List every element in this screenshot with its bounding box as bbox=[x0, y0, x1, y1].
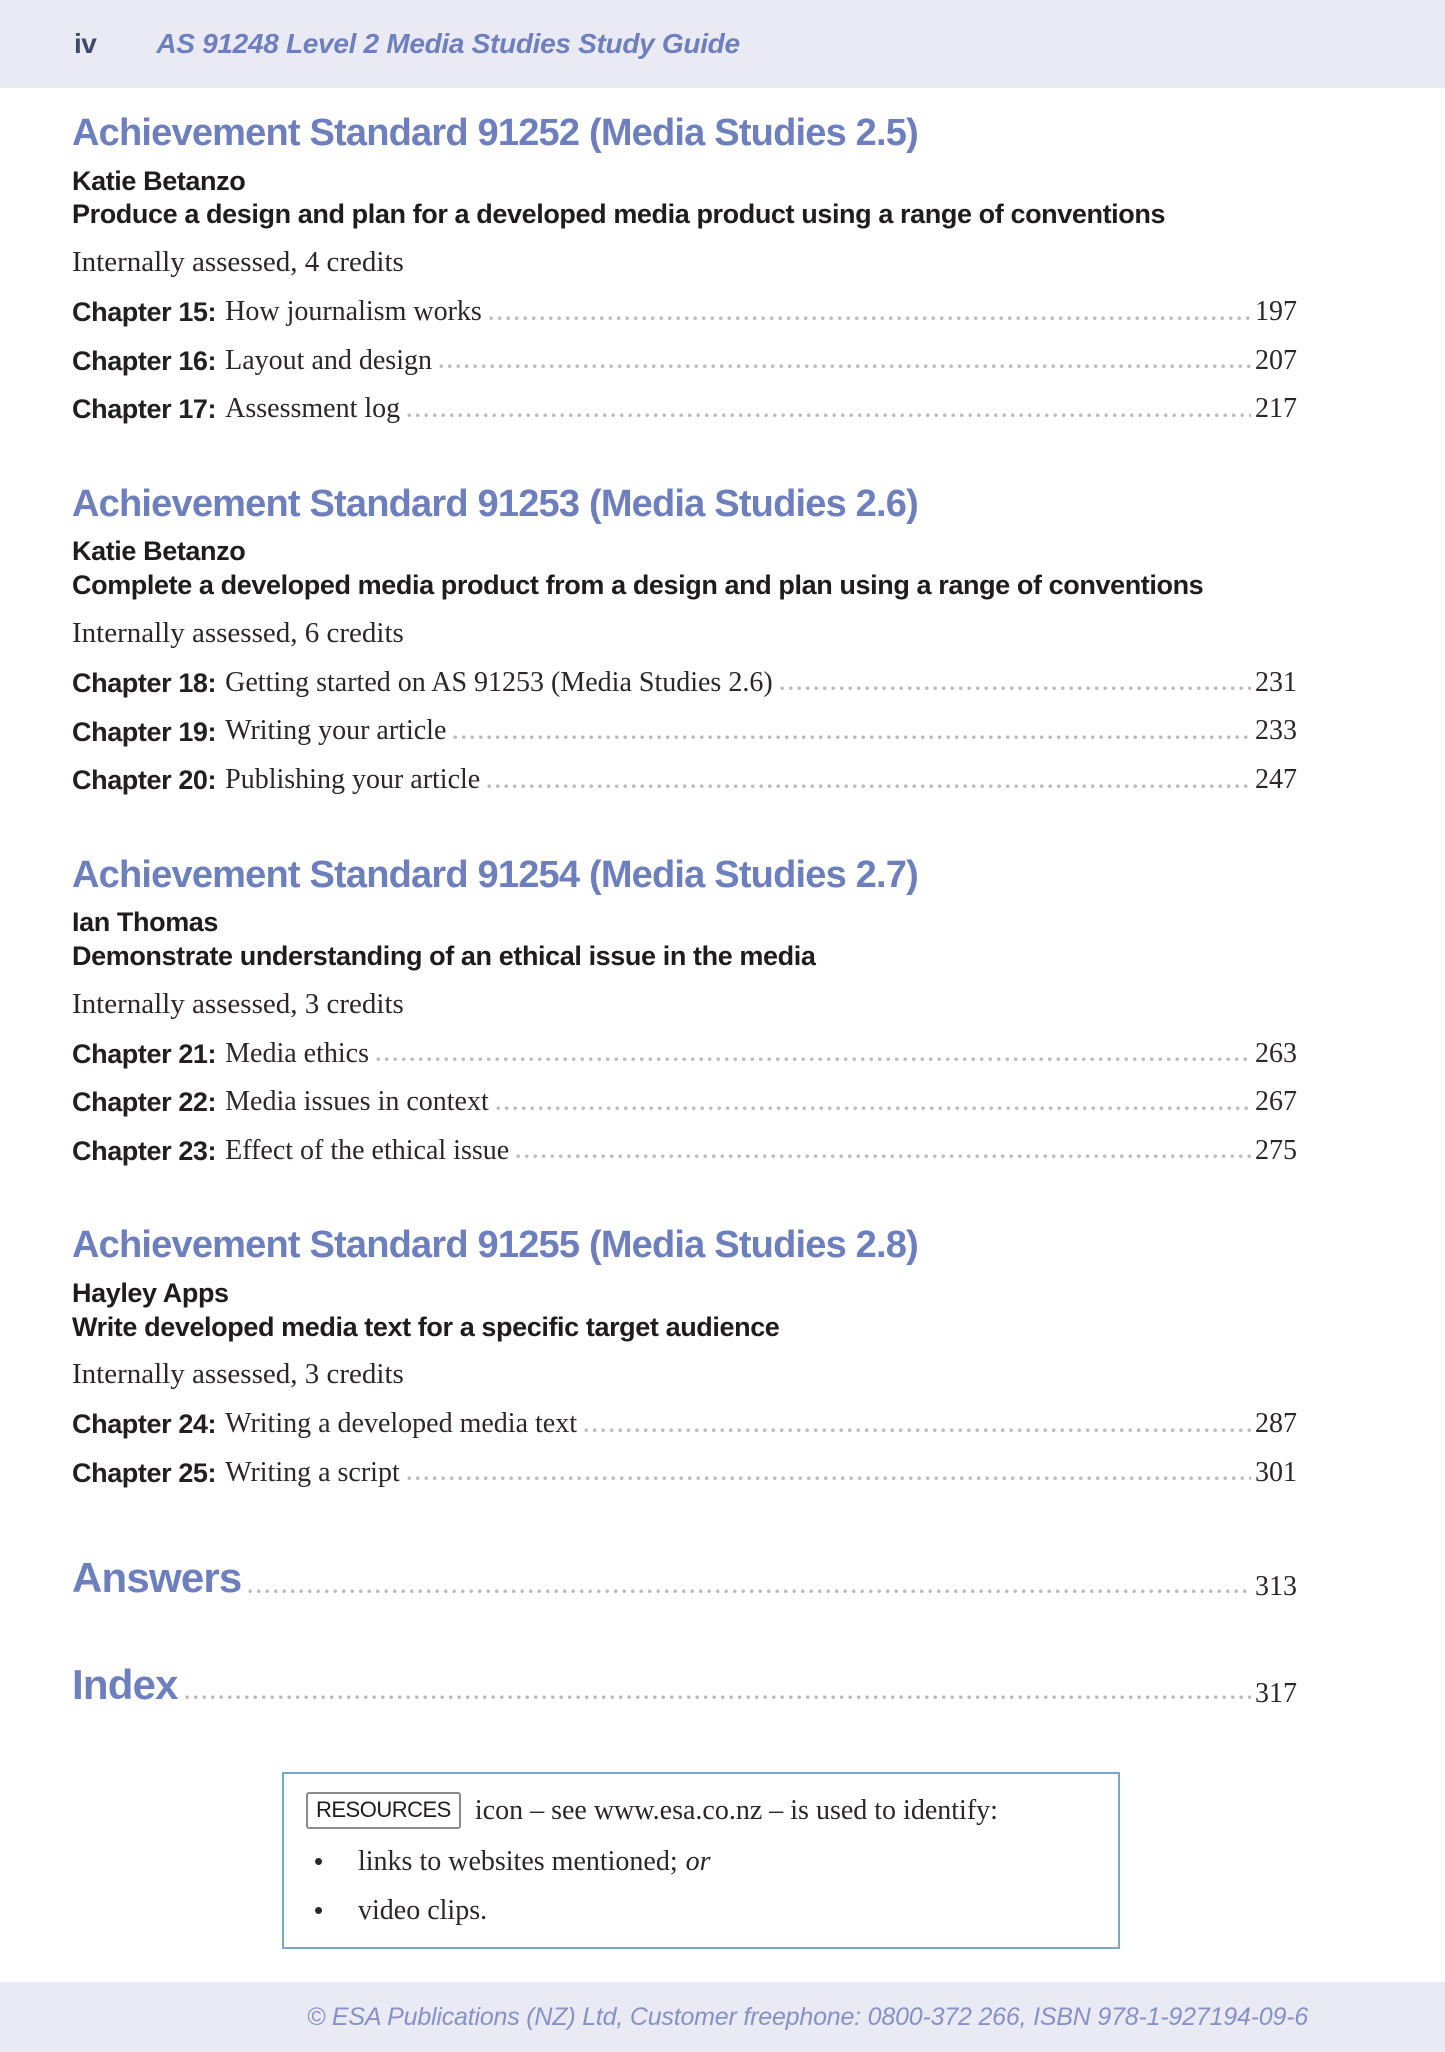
section-91252 bbox=[72, 112, 1297, 426]
chapter-list bbox=[72, 1037, 1297, 1168]
resources-note-box bbox=[282, 1772, 1120, 1949]
page-number: 287 bbox=[1255, 1408, 1297, 1440]
section-heading: Achievement Standard 91255 (Media Studies 2.8) bbox=[72, 1224, 918, 1267]
bullet-text: links to websites mentioned; bbox=[358, 1846, 678, 1878]
page-number: 233 bbox=[1255, 715, 1297, 747]
chapter-list bbox=[72, 666, 1297, 797]
page-footer bbox=[0, 1982, 1445, 2052]
section-author: Hayley Apps bbox=[72, 1277, 229, 1308]
page-number: 275 bbox=[1255, 1134, 1297, 1166]
resources-badge: RESOURCES bbox=[306, 1792, 461, 1829]
page-number: 317 bbox=[1255, 1677, 1297, 1709]
page-number: 197 bbox=[1255, 295, 1297, 327]
toc-entry bbox=[72, 666, 1297, 700]
toc-entry-answers bbox=[72, 1553, 1297, 1603]
dot-leader bbox=[407, 413, 1251, 418]
dot-leader bbox=[487, 784, 1251, 789]
folio-page-number: iv bbox=[74, 28, 97, 59]
dot-leader bbox=[496, 1106, 1251, 1111]
chapter-title: How journalism works bbox=[225, 295, 482, 327]
chapter-label: Chapter 15: bbox=[72, 297, 217, 328]
chapter-title: Media issues in context bbox=[225, 1086, 489, 1118]
bullet-icon: • bbox=[314, 1846, 324, 1877]
toc-entry bbox=[72, 344, 1297, 378]
dot-leader bbox=[376, 1057, 1251, 1062]
page-number: 313 bbox=[1255, 1571, 1297, 1603]
resources-bullet-item bbox=[306, 1895, 1094, 1927]
resources-bullet-item bbox=[306, 1846, 1094, 1878]
toc-entry bbox=[72, 1134, 1297, 1168]
section-heading: Achievement Standard 91254 (Media Studies 2.7) bbox=[72, 853, 918, 896]
chapter-list bbox=[72, 1407, 1297, 1489]
chapter-list bbox=[72, 295, 1297, 426]
dot-leader bbox=[185, 1695, 1251, 1700]
chapter-label: Chapter 22: bbox=[72, 1087, 217, 1118]
chapter-label: Chapter 25: bbox=[72, 1458, 217, 1489]
toc-entry bbox=[72, 1456, 1297, 1490]
dot-leader bbox=[453, 735, 1251, 740]
section-description: Write developed media text for a specific target audience bbox=[72, 1311, 780, 1342]
section-description: Demonstrate understanding of an ethical issue in the media bbox=[72, 940, 816, 971]
section-assessment: Internally assessed, 3 credits bbox=[72, 1358, 404, 1391]
section-assessment: Internally assessed, 4 credits bbox=[72, 246, 404, 279]
footer-imprint: © ESA Publications (NZ) Ltd, Customer freephone: 0800-372 266, ISBN 978-1-927194-09-6 bbox=[306, 2002, 1309, 2031]
chapter-title: Writing a developed media text bbox=[225, 1408, 577, 1440]
chapter-title: Writing a script bbox=[225, 1456, 400, 1488]
index-heading: Index bbox=[72, 1660, 178, 1708]
toc-entry bbox=[72, 714, 1297, 748]
section-description: Produce a design and plan for a developed media product using a range of conventions bbox=[72, 199, 1166, 230]
toc-content bbox=[0, 112, 1445, 1949]
dot-leader bbox=[780, 686, 1251, 691]
section-assessment: Internally assessed, 6 credits bbox=[72, 616, 404, 649]
section-heading: Achievement Standard 91252 (Media Studies 2.5) bbox=[72, 112, 918, 154]
page-number: 207 bbox=[1255, 344, 1297, 376]
chapter-label: Chapter 21: bbox=[72, 1038, 217, 1069]
chapter-label: Chapter 18: bbox=[72, 667, 217, 698]
page-header bbox=[0, 0, 1445, 88]
answers-heading: Answers bbox=[72, 1554, 242, 1602]
toc-entry bbox=[72, 1037, 1297, 1071]
bullet-icon: • bbox=[314, 1895, 324, 1926]
chapter-label: Chapter 24: bbox=[72, 1409, 217, 1440]
section-91253 bbox=[72, 483, 1297, 797]
chapter-title: Media ethics bbox=[225, 1037, 369, 1069]
bullet-text: video clips. bbox=[358, 1895, 488, 1927]
page-number: 217 bbox=[1255, 393, 1297, 425]
section-author: Katie Betanzo bbox=[72, 536, 246, 567]
section-91254 bbox=[72, 854, 1297, 1168]
bullet-text-italic: or bbox=[685, 1846, 711, 1878]
dot-leader bbox=[407, 1476, 1251, 1481]
toc-entry bbox=[72, 1407, 1297, 1441]
toc-entry bbox=[72, 1085, 1297, 1119]
chapter-title: Getting started on AS 91253 (Media Studies 2.6) bbox=[225, 666, 773, 698]
page-number: 301 bbox=[1255, 1456, 1297, 1488]
chapter-title: Effect of the ethical issue bbox=[225, 1134, 510, 1166]
chapter-label: Chapter 16: bbox=[72, 345, 217, 376]
resources-intro-text: icon – see www.esa.co.nz – is used to identify: bbox=[474, 1794, 998, 1826]
page-number: 247 bbox=[1255, 763, 1297, 795]
section-assessment: Internally assessed, 3 credits bbox=[72, 987, 404, 1020]
dot-leader bbox=[516, 1154, 1251, 1159]
section-author: Ian Thomas bbox=[72, 907, 219, 938]
page-number: 231 bbox=[1255, 666, 1297, 698]
running-title: AS 91248 Level 2 Media Studies Study Guide bbox=[156, 28, 740, 59]
toc-entry bbox=[72, 295, 1297, 329]
dot-leader bbox=[439, 364, 1251, 369]
chapter-title: Publishing your article bbox=[225, 763, 481, 795]
chapter-label: Chapter 23: bbox=[72, 1135, 217, 1166]
page-number: 263 bbox=[1255, 1037, 1297, 1069]
chapter-label: Chapter 17: bbox=[72, 394, 217, 425]
toc-entry bbox=[72, 763, 1297, 797]
resources-intro-line bbox=[306, 1792, 1094, 1829]
section-heading: Achievement Standard 91253 (Media Studies 2.6) bbox=[72, 482, 918, 525]
chapter-label: Chapter 20: bbox=[72, 765, 217, 796]
toc-entry bbox=[72, 392, 1297, 426]
toc-entry-index bbox=[72, 1660, 1297, 1710]
dot-leader bbox=[584, 1428, 1251, 1433]
chapter-label: Chapter 19: bbox=[72, 716, 217, 747]
dot-leader bbox=[248, 1589, 1251, 1594]
section-author: Katie Betanzo bbox=[72, 165, 246, 196]
section-91255 bbox=[72, 1224, 1297, 1489]
section-description: Complete a developed media product from a design and plan using a range of conventions bbox=[72, 570, 1204, 601]
chapter-title: Assessment log bbox=[225, 393, 401, 425]
page-number: 267 bbox=[1255, 1086, 1297, 1118]
chapter-title: Writing your article bbox=[225, 715, 447, 747]
dot-leader bbox=[489, 316, 1251, 321]
chapter-title: Layout and design bbox=[225, 344, 432, 376]
